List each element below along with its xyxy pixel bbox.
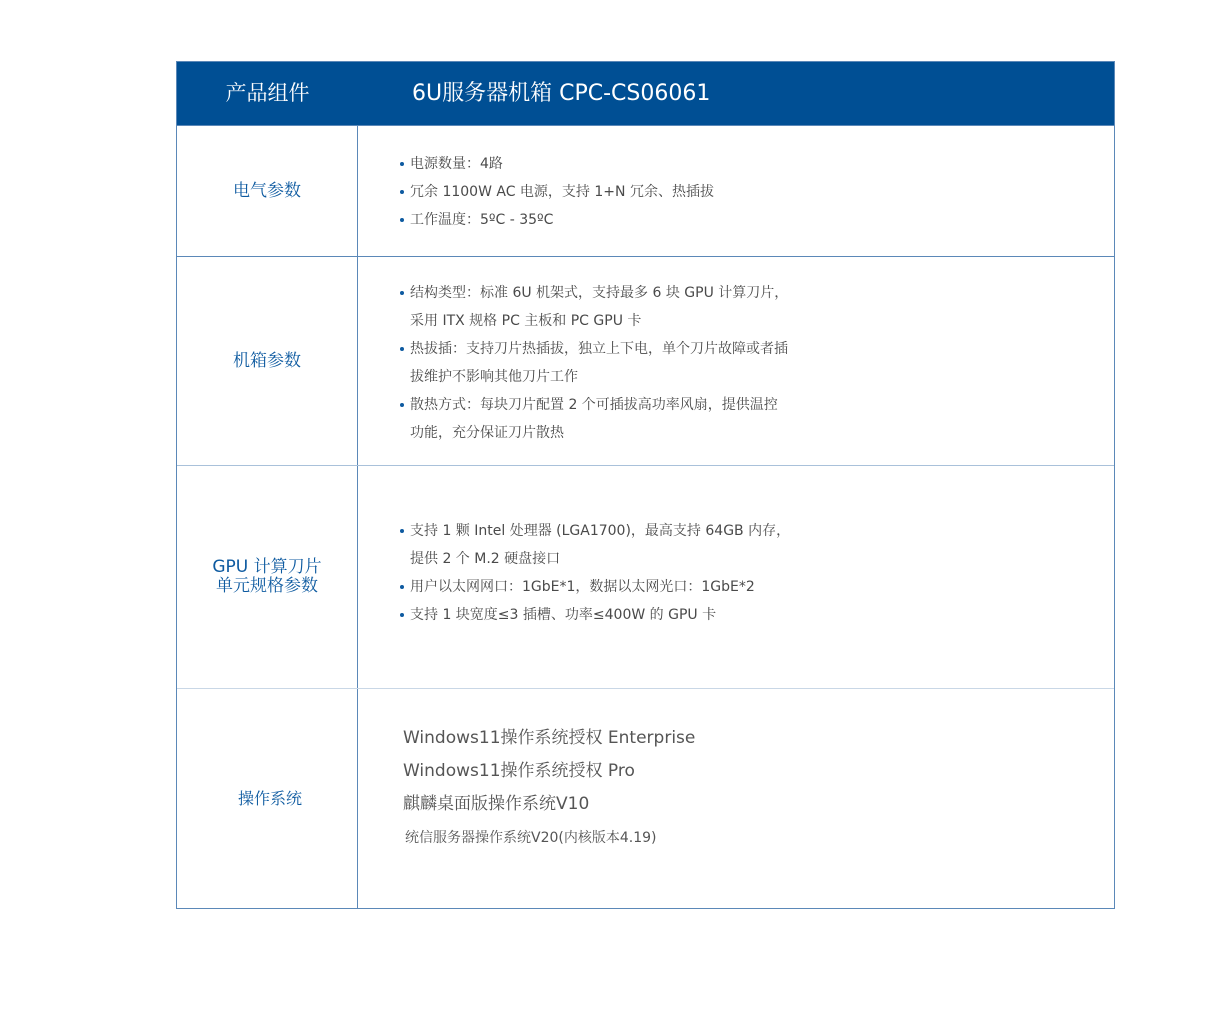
header-product-title: 6U服务器机箱 CPC-CS06061 (412, 81, 711, 106)
row-label-os: 操作系统 (237, 789, 302, 808)
list-item: 麒麟桌面版操作系统V10 (403, 794, 590, 814)
list-item (399, 150, 830, 178)
list-item (399, 573, 830, 601)
spec-text: 电源数量：4路 (410, 156, 503, 172)
row-label-cell (177, 126, 358, 256)
spec-text: 散热方式：每块刀片配置 2 个可插拔高功率风扇，提供温控 功能，充分保证刀片散热 (410, 397, 778, 441)
list-item: Windows11操作系统授权 Enterprise (403, 728, 696, 748)
row-label-electrical: 电气参数 (233, 180, 301, 201)
row-content-cell (358, 466, 1114, 688)
spec-text: 支持 1 块宽度≤3 插槽、功率≤400W 的 GPU 卡 (410, 607, 717, 623)
table-row-gpu-blade (177, 465, 1114, 688)
list-item (399, 178, 830, 206)
table-row-chassis (177, 256, 1114, 465)
list-item (399, 206, 830, 234)
row-label-cell (177, 689, 358, 908)
list-item (399, 279, 830, 335)
spec-table (176, 61, 1115, 909)
chassis-spec-list (399, 279, 830, 447)
list-item: Windows11操作系统授权 Pro (403, 761, 635, 781)
gpu-blade-spec-list (399, 517, 830, 629)
list-item (399, 391, 830, 447)
list-item (399, 335, 830, 391)
table-row-electrical (177, 125, 1114, 256)
spec-text: 用户以太网网口：1GbE*1，数据以太网光口：1GbE*2 (410, 579, 755, 595)
spec-text: 热拔插：支持刀片热插拔，独立上下电，单个刀片故障或者插 拔维护不影响其他刀片工作 (410, 341, 788, 385)
spec-text: 结构类型：标准 6U 机架式，支持最多 6 块 GPU 计算刀片， 采用 ITX 规格 PC 主板和 PC GPU 卡 (410, 285, 789, 329)
list-item (399, 517, 830, 573)
table-row-os (177, 688, 1114, 908)
row-label-cell (177, 466, 358, 688)
header-component-label: 产品组件 (225, 81, 310, 105)
row-content-cell (358, 126, 1114, 256)
row-content-cell (358, 257, 1114, 465)
row-label-chassis: 机箱参数 (233, 350, 301, 371)
list-item (399, 601, 830, 629)
os-list (403, 722, 695, 855)
row-content-cell (358, 689, 1114, 908)
spec-text: 支持 1 颗 Intel 处理器 (LGA1700)，最高支持 64GB 内存， 提供 2 个 M.2 硬盘接口 (410, 523, 791, 567)
table-header (177, 62, 1114, 125)
list-item: 统信服务器操作系统V20(内核版本4.19) (405, 830, 657, 846)
spec-text: 冗余 1100W AC 电源，支持 1+N 冗余、热插拔 (410, 184, 714, 200)
row-label-gpu-blade: GPU 计算刀片 单元规格参数 (212, 557, 322, 596)
row-label-cell (177, 257, 358, 465)
electrical-spec-list (399, 150, 830, 234)
spec-text: 工作温度：5ºC - 35ºC (410, 212, 554, 228)
